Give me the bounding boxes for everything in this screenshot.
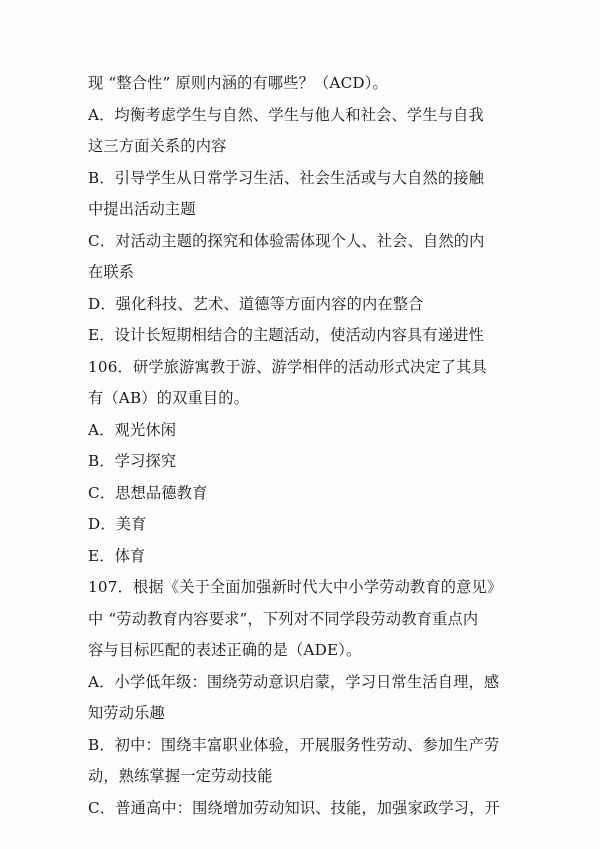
question-106-option-e	[88, 541, 542, 573]
question-106-option-d	[88, 509, 542, 541]
question-106-option-c	[88, 478, 542, 510]
text-line: D．美育	[88, 515, 147, 533]
question-106-stem	[88, 352, 542, 415]
text-line: 现 “整合性” 原则内涵的有哪些？（ACD）。	[88, 74, 388, 92]
text-line: 107．根据《关于全面加强新时代大中小学劳动教育的意见》	[88, 578, 503, 596]
question-106-option-b	[88, 446, 542, 478]
question-107-option-a	[88, 667, 542, 730]
text-line: 知劳动乐趣	[88, 704, 165, 722]
question-107-stem	[88, 572, 542, 667]
text-line: B．学习探究	[88, 452, 177, 470]
question-106-option-a	[88, 415, 542, 447]
question-105-option-a	[88, 100, 542, 163]
text-line: 有（AB）的双重目的。	[88, 389, 250, 407]
text-line: E．体育	[88, 546, 146, 565]
text-line: 动，熟练掌握一定劳动技能	[88, 767, 273, 785]
text-line: E．设计长短期相结合的主题活动，使活动内容具有递进性	[88, 326, 484, 344]
question-105-option-c	[88, 226, 542, 289]
question-105-option-e	[88, 320, 542, 352]
text-line: 中提出活动主题	[88, 200, 196, 218]
page-content	[88, 68, 542, 824]
text-line: 这三方面关系的内容	[88, 137, 227, 155]
text-line: C．对活动主题的探究和体验需体现个人、社会、自然的内	[88, 231, 485, 250]
text-line: A．均衡考虑学生与自然、学生与他人和社会、学生与自我	[88, 105, 484, 124]
question-107-option-c	[88, 793, 542, 825]
text-line: 在联系	[88, 263, 135, 281]
text-line: 中 “劳动教育内容要求”，下列对不同学段劳动教育重点内	[88, 609, 479, 628]
text-line: D．强化科技、艺术、道德等方面内容的内在整合	[88, 294, 424, 313]
question-105-option-d	[88, 289, 542, 321]
question-105-option-b	[88, 163, 542, 226]
question-107-option-b	[88, 730, 542, 793]
text-line: A．小学低年级：围绕劳动意识启蒙，学习日常生活自理，感	[88, 672, 500, 691]
text-line: A．观光休闲	[88, 420, 177, 439]
question-105-stem-continuation	[88, 68, 542, 100]
text-line: C．普通高中：围绕增加劳动知识、技能，加强家政学习，开	[88, 798, 500, 817]
text-line: 106．研学旅游寓教于游、游学相伴的活动形式决定了其具	[88, 357, 487, 376]
text-line: B．引导学生从日常学习生活、社会生活或与大自然的接触	[88, 168, 485, 187]
text-line: 容与目标匹配的表述正确的是（ADE）。	[88, 641, 362, 659]
text-line: C．思想品德教育	[88, 483, 208, 502]
text-line: B．初中：围绕丰富职业体验，开展服务性劳动、参加生产劳	[88, 735, 500, 754]
